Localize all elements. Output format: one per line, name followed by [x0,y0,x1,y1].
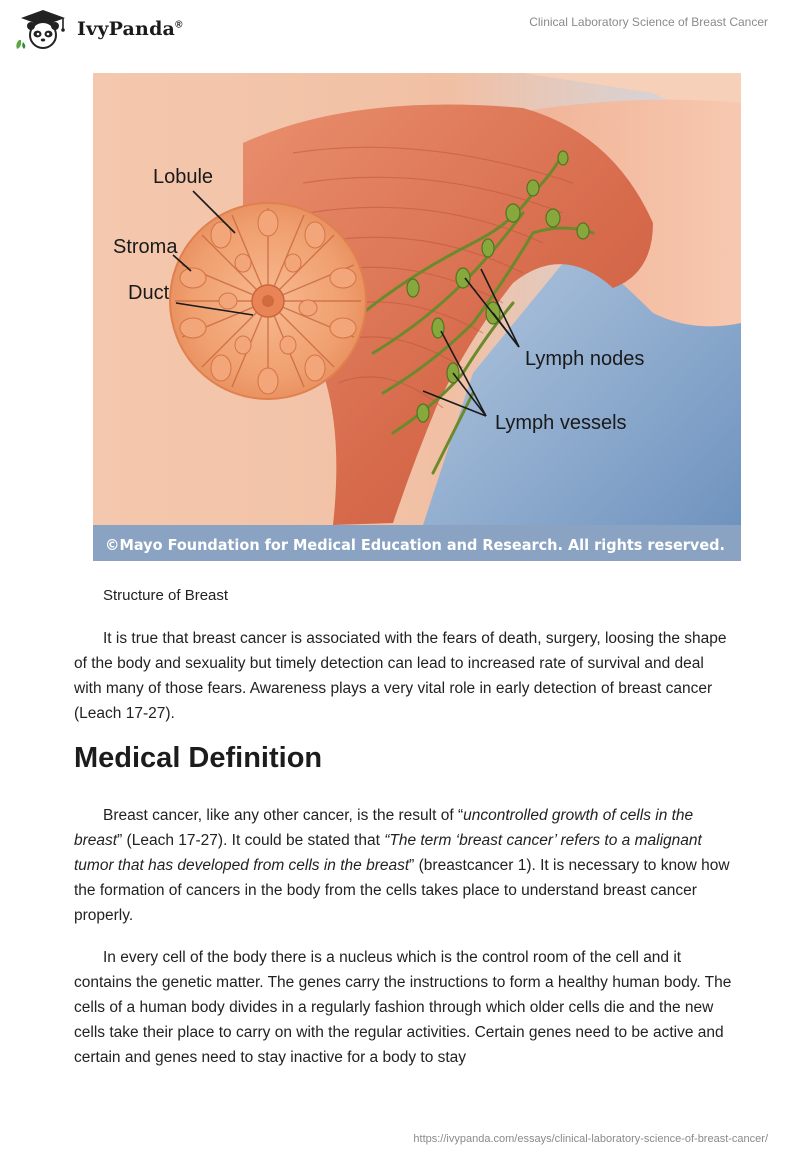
paragraph-intro: It is true that breast cancer is associated with the fears of death, surgery, loosing the shape of the body and sexuality but timely detection can lead to increased rate of survival and deal with many of those fears. Awareness plays a very vital role in early detection of breast cancer (Leach 17-27). [74,630,727,722]
label-stroma: Stroma [113,236,178,258]
quote-term-breast-cancer: “The term ‘breast cancer’ refers to a malignant tumor that has developed from cells in the breast [74,832,702,874]
breast-anatomy-illustration [93,73,741,561]
ivypanda-logo[interactable] [13,9,183,49]
breast-anatomy-figure [93,73,741,561]
label-duct: Duct [128,282,170,304]
panda-graduation-icon [13,9,69,49]
quote-uncontrolled-growth: uncontrolled growth of cells in the breast [74,807,694,849]
source-url-link[interactable]: https://ivypanda.com/essays/clinical-laboratory-science-of-breast-cancer/ [413,1133,768,1145]
figure-copyright: ©Mayo Foundation for Medical Education and Research. All rights reserved. [105,536,725,554]
label-lymph-vessels: Lymph vessels [495,412,627,434]
paragraph-definition: Breast cancer, like any other cancer, is the result of “uncontrolled growth of cells in the breast” (Leach 17-27). It could be stated that “The term ‘breast cancer’ refers to a malignant tumor that has developed from cells in the breast” (breastcancer 1). It is necessary to know how the formation of cancers in the body from the cells takes place to understand breast cancer properly. [74,807,730,924]
label-lymph-nodes: Lymph nodes [525,348,645,370]
page-header [0,0,800,60]
section-heading-medical-definition: Medical Definition [74,742,323,774]
label-lobule: Lobule [153,166,214,188]
brand-name: IvyPanda® [77,18,183,40]
document-title: Clinical Laboratory Science of Breast Cancer [529,15,768,29]
paragraph-cells: In every cell of the body there is a nucleus which is the control room of the cell and it contains the genetic matter. The genes carry the instructions to form a healthy human body. The cells of a human body divides in a regularly fashion through which older cells die and the new cells take their place to carry on with the regular activities. Certain genes need to be active and certain and genes need to stay inactive for a body to stay [74,949,732,1066]
figure-caption: Structure of Breast [103,587,229,604]
